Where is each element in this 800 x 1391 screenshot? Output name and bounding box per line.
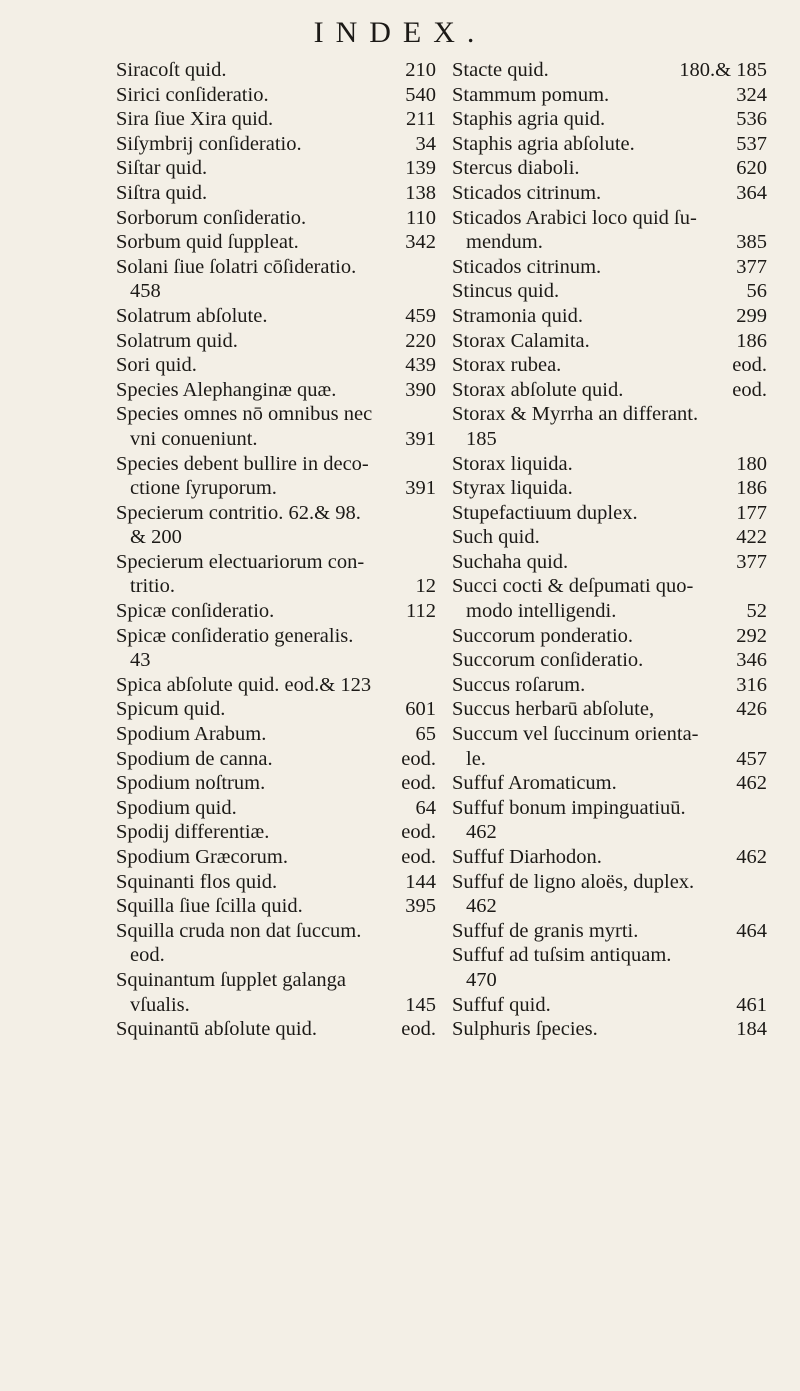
index-entry [116,156,436,181]
entry-term: Suffuf de granis myrti. [452,919,639,942]
entry-page-number: 422 [736,526,767,549]
index-entry [116,697,436,722]
entry-term: Solani ſiue ſolatri cōſideratio. [116,255,357,278]
page-title: INDEX. [313,16,487,49]
index-entry [452,574,767,599]
index-entry [452,279,767,304]
entry-page-number: 462 [736,772,767,795]
entry-continuation: ctione ſyruporum. [130,477,277,500]
index-entry-continuation [452,968,767,993]
entry-term: Stercus diaboli. [452,157,580,180]
index-entry [452,181,767,206]
index-entry [452,525,767,550]
entry-page-number: 186 [736,477,767,500]
index-entry [116,452,436,477]
entry-page-number: 112 [406,600,436,623]
index-entry [452,697,767,722]
entry-term: Sori quid. [116,354,197,377]
index-entry [116,83,436,108]
index-entry-continuation [452,427,767,452]
entry-page-number: 145 [405,993,436,1016]
entry-term: Squinantum ſupplet galanga [116,968,347,991]
index-entry-continuation [116,525,436,550]
entry-term: Specierum contritio. 62.& 98. [116,501,361,524]
entry-page-number: eod. [401,846,436,868]
index-entry [452,156,767,181]
entry-term: Species omnes nō omnibus nec [116,403,373,426]
entry-term: Suffuf Aromaticum. [452,772,617,795]
entry-term: Suffuf de ligno aloës, duplex. [452,870,695,893]
entry-term: Sira ſiue Xira quid. [116,108,274,131]
entry-term: Staphis agria quid. [452,108,606,131]
entry-term: Such quid. [452,526,540,549]
entry-term: Spicum quid. [116,698,226,721]
entry-term: Siracoſt quid. [116,59,227,81]
index-entry [452,624,767,649]
entry-term: Succum vel ſuccinum orienta- [452,723,699,746]
index-entry [452,550,767,575]
index-entry [116,1017,436,1042]
entry-page-number: 177 [736,501,767,524]
entry-continuation: 470 [466,968,497,991]
index-entry [116,968,436,993]
index-entry [116,501,436,526]
entry-page-number: 391 [405,477,436,500]
entry-page-number: 459 [405,304,436,327]
index-entry [116,796,436,821]
index-entry [452,845,767,870]
index-entry [452,83,767,108]
entry-term: Spicæ conſideratio generalis. [116,624,354,647]
entry-term: Suffuf Diarhodon. [452,846,602,868]
index-entry [116,624,436,649]
entry-page-number: 186 [736,329,767,352]
index-entry [116,673,436,698]
entry-term: Spodium Arabum. [116,723,267,746]
entry-term: Squilla ſiue ſcilla quid. [116,895,303,918]
entry-page-number: eod. [401,747,436,770]
entry-continuation: vni conueniunt. [130,427,258,450]
entry-continuation: eod. [130,944,165,967]
entry-term: Succorum conſideratio. [452,649,644,672]
entry-page-number: 377 [736,255,767,278]
entry-term: Squinanti flos quid. [116,870,278,893]
entry-term: Sorbum quid ſuppleat. [116,231,299,254]
entry-term: Siſtra quid. [116,181,208,204]
entry-term: Storax & Myrrha an differant. [452,403,699,426]
entry-page-number: 461 [736,993,767,1016]
entry-page-number: 316 [736,673,767,696]
index-entry [116,378,436,403]
entry-term: Spodium de canna. [116,747,273,770]
entry-page-number: 390 [405,378,436,401]
entry-page-number: 601 [405,698,436,721]
entry-page-number: 540 [405,83,436,106]
entry-page-number: 620 [736,157,767,180]
index-entry [452,58,767,83]
entry-term: Suffuf quid. [452,993,551,1016]
entry-continuation: 458 [130,280,161,303]
entry-term: Staphis agria abſolute. [452,132,635,155]
index-entry [452,796,767,821]
entry-term: Spicæ conſideratio. [116,600,275,623]
index-entry [116,107,436,132]
entry-page-number: 346 [736,649,767,672]
index-entry-continuation [452,894,767,919]
entry-page-number: 64 [415,796,436,819]
index-entry [116,230,436,255]
entry-page-number: 56 [746,280,767,303]
entry-page-number: 211 [406,108,436,131]
entry-page-number: 299 [736,304,767,327]
index-entry [116,894,436,919]
entry-term: Succus herbarū abſolute, [452,698,655,721]
entry-term: Storax rubea. [452,354,562,377]
entry-term: Stacte quid. [452,59,549,81]
entry-continuation: 462 [466,895,497,918]
entry-term: Suchaha quid. [452,550,569,573]
index-entry-continuation [116,574,436,599]
entry-page-number: 364 [736,181,767,204]
index-entry [116,58,436,83]
index-entry [116,919,436,944]
index-entry [116,722,436,747]
index-entry-continuation [452,599,767,624]
entry-continuation: le. [466,747,486,770]
entry-continuation: 462 [466,821,497,844]
entry-page-number: eod. [401,1018,436,1041]
index-entry [452,943,767,968]
entry-page-number: eod. [732,378,767,401]
entry-continuation: 185 [466,427,497,450]
index-entry [452,132,767,157]
index-entry [116,402,436,427]
entry-term: Spodium Græcorum. [116,846,288,868]
entry-page-number: 324 [736,83,767,106]
entry-term: Specierum electuariorum con- [116,550,365,573]
entry-term: Squilla cruda non dat ſuccum. [116,919,362,942]
index-entry [116,132,436,157]
entry-continuation: & 200 [130,526,182,549]
entry-page-number: 537 [736,132,767,155]
entry-continuation: vſualis. [130,993,190,1016]
entry-page-number: 34 [415,132,436,155]
index-entry-continuation [116,279,436,304]
index-entry-continuation [116,993,436,1018]
entry-term: Storax Calamita. [452,329,590,352]
entry-continuation: modo intelligendi. [466,600,617,623]
entry-page-number: 536 [736,108,767,131]
entry-page-number: 184 [736,1018,767,1041]
entry-term: Succorum ponderatio. [452,624,634,647]
index-entry [116,820,436,845]
entry-term: Squinantū abſolute quid. [116,1018,317,1041]
index-entry [452,648,767,673]
entry-page-number: 342 [405,231,436,254]
entry-page-number: 426 [736,698,767,721]
entry-term: Species Alephanginæ quæ. [116,378,337,401]
index-entry [452,107,767,132]
entry-term: Sticados citrinum. [452,255,602,278]
index-entry [452,673,767,698]
entry-term: Stammum pomum. [452,83,610,106]
entry-page-number: 292 [736,624,767,647]
entry-page-number: 138 [405,181,436,204]
index-entry [452,206,767,231]
entry-continuation: tritio. [130,575,175,598]
entry-page-number: 65 [415,723,436,746]
index-entry [452,378,767,403]
index-entry-continuation [452,820,767,845]
index-entry [452,919,767,944]
entry-term: Solatrum abſolute. [116,304,268,327]
index-entry-continuation [452,230,767,255]
index-entry [452,402,767,427]
index-entry [116,747,436,772]
entry-term: Species debent bullire in deco- [116,452,369,475]
index-entry [116,550,436,575]
entry-term: Solatrum quid. [116,329,238,352]
index-entry [116,599,436,624]
index-entry [116,771,436,796]
entry-term: Succi cocti & deſpumati quo- [452,575,694,598]
index-entry [452,1017,767,1042]
index-entry [452,722,767,747]
index-entry [116,845,436,870]
index-entry [116,329,436,354]
index-entry [116,181,436,206]
entry-page-number: 377 [736,550,767,573]
entry-page-number: eod. [401,821,436,844]
entry-page-number: 439 [405,354,436,377]
index-entry-continuation [116,943,436,968]
entry-page-number: 12 [415,575,436,598]
right-index-column [452,58,767,1042]
entry-term: Sirici conſideratio. [116,83,269,106]
entry-page-number: 462 [736,846,767,868]
entry-term: Suffuf ad tuſsim antiquam. [452,944,672,967]
entry-term: Sorborum conſideratio. [116,206,307,229]
entry-page-number: 464 [736,919,767,942]
entry-page-number: 391 [405,427,436,450]
entry-page-number: 220 [405,329,436,352]
index-entry [452,501,767,526]
entry-continuation: 43 [130,649,151,672]
entry-term: Spodium noſtrum. [116,772,266,795]
entry-term: Succus roſarum. [452,673,586,696]
entry-term: Stupefactiuum duplex. [452,501,638,524]
index-entry [452,476,767,501]
entry-page-number: eod. [732,354,767,377]
entry-term: Styrax liquida. [452,477,573,500]
entry-term: Stincus quid. [452,280,560,303]
index-entry [452,771,767,796]
entry-page-number: 457 [736,747,767,770]
entry-page-number: 144 [405,870,436,893]
entry-page-number: 395 [405,895,436,918]
entry-continuation: mendum. [466,231,543,254]
entry-term: Spodium quid. [116,796,237,819]
entry-term: Sticados citrinum. [452,181,602,204]
entry-term: Siſymbrij conſideratio. [116,132,302,155]
entry-page-number: 210 [405,59,436,81]
entry-page-number: eod. [401,772,436,795]
entry-term: Sulphuris ſpecies. [452,1018,598,1041]
index-entry [452,304,767,329]
entry-term: Siſtar quid. [116,157,208,180]
entry-term: Spodij differentiæ. [116,821,270,844]
index-entry [116,870,436,895]
index-entry [452,452,767,477]
index-entry-continuation [116,648,436,673]
index-entry-continuation [116,476,436,501]
entry-page-number: 110 [406,206,436,229]
index-entry [452,255,767,280]
index-entry [116,206,436,231]
index-entry [116,255,436,280]
index-entry [452,993,767,1018]
index-entry [116,353,436,378]
index-entry-continuation [116,427,436,452]
index-entry [452,353,767,378]
entry-page-number: 139 [405,157,436,180]
entry-page-number: 385 [736,231,767,254]
index-entry [452,329,767,354]
entry-term: Spica abſolute quid. eod.& 123 [116,673,372,696]
entry-page-number: 180.& 185 [679,59,767,81]
index-entry [452,870,767,895]
entry-term: Storax liquida. [452,452,573,475]
entry-page-number: 180 [736,452,767,475]
entry-term: Stramonia quid. [452,304,583,327]
left-index-column [116,58,436,1042]
index-entry [116,304,436,329]
entry-term: Sticados Arabici loco quid ſu- [452,206,697,229]
entry-term: Storax abſolute quid. [452,378,624,401]
entry-term: Suffuf bonum impinguatiuū. [452,796,686,819]
index-entry-continuation [452,747,767,772]
entry-page-number: 52 [746,600,767,623]
